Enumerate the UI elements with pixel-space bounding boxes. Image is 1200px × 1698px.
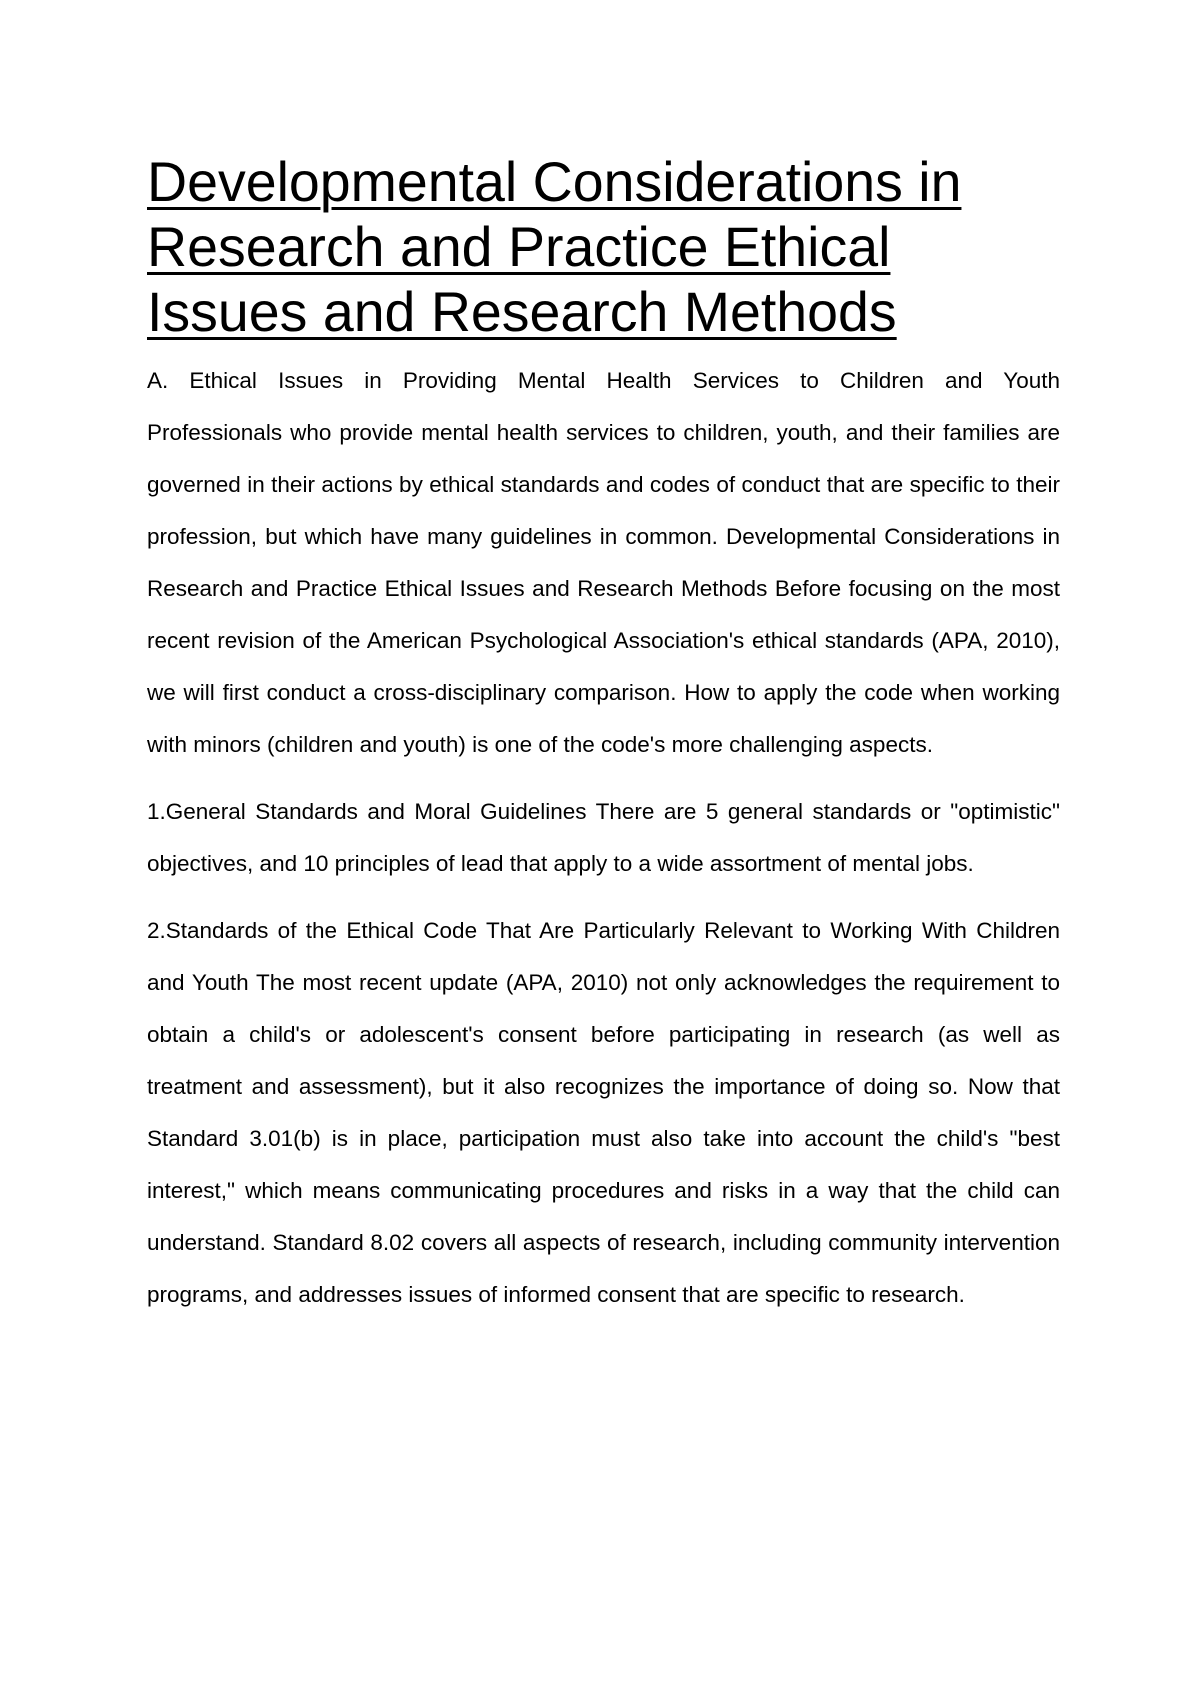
paragraph-intro: Professionals who provide mental health services to children, youth, and their families are governed in their actions by ethical standards and codes of conduct that are specific to their profession, but which have many guidelines in common. Developmental Considerations in Research and Practice Ethical Issues and Research Methods Before focusing on the most recent revision of the American Psychological Association's ethical standards (APA, 2010), we will first conduct a cross-disciplinary comparison. How to apply the code when working with minors (children and youth) is one of the code's more challenging aspects. bbox=[147, 420, 1060, 757]
document-body bbox=[147, 150, 1060, 1321]
section-heading: A. Ethical Issues in Providing Mental Health Services to Children and Youth bbox=[147, 368, 1060, 393]
paragraph-ethical-code-standards: 2.Standards of the Ethical Code That Are Particularly Relevant to Working With Children and Youth The most recent update (APA, 2010) not only acknowledges the requirement to obtain a child's or adolescent's consent before participating in research (as well as treatment and assessment), but it also recognizes the importance of doing so. Now that Standard 3.01(b) is in place, participation must also take into account the child's "best interest," which means communicating procedures and risks in a way that the child can understand. Standard 8.02 covers all aspects of research, including community intervention programs, and addresses issues of informed consent that are specific to research. bbox=[147, 918, 1060, 1307]
paragraph-general-standards: 1.General Standards and Moral Guidelines There are 5 general standards or "optimistic" objectives, and 10 principles of lead that apply to a wide assortment of mental jobs. bbox=[147, 799, 1060, 876]
document-title: Developmental Considerations in Research and Practice Ethical Issues and Research Methods bbox=[147, 151, 962, 343]
